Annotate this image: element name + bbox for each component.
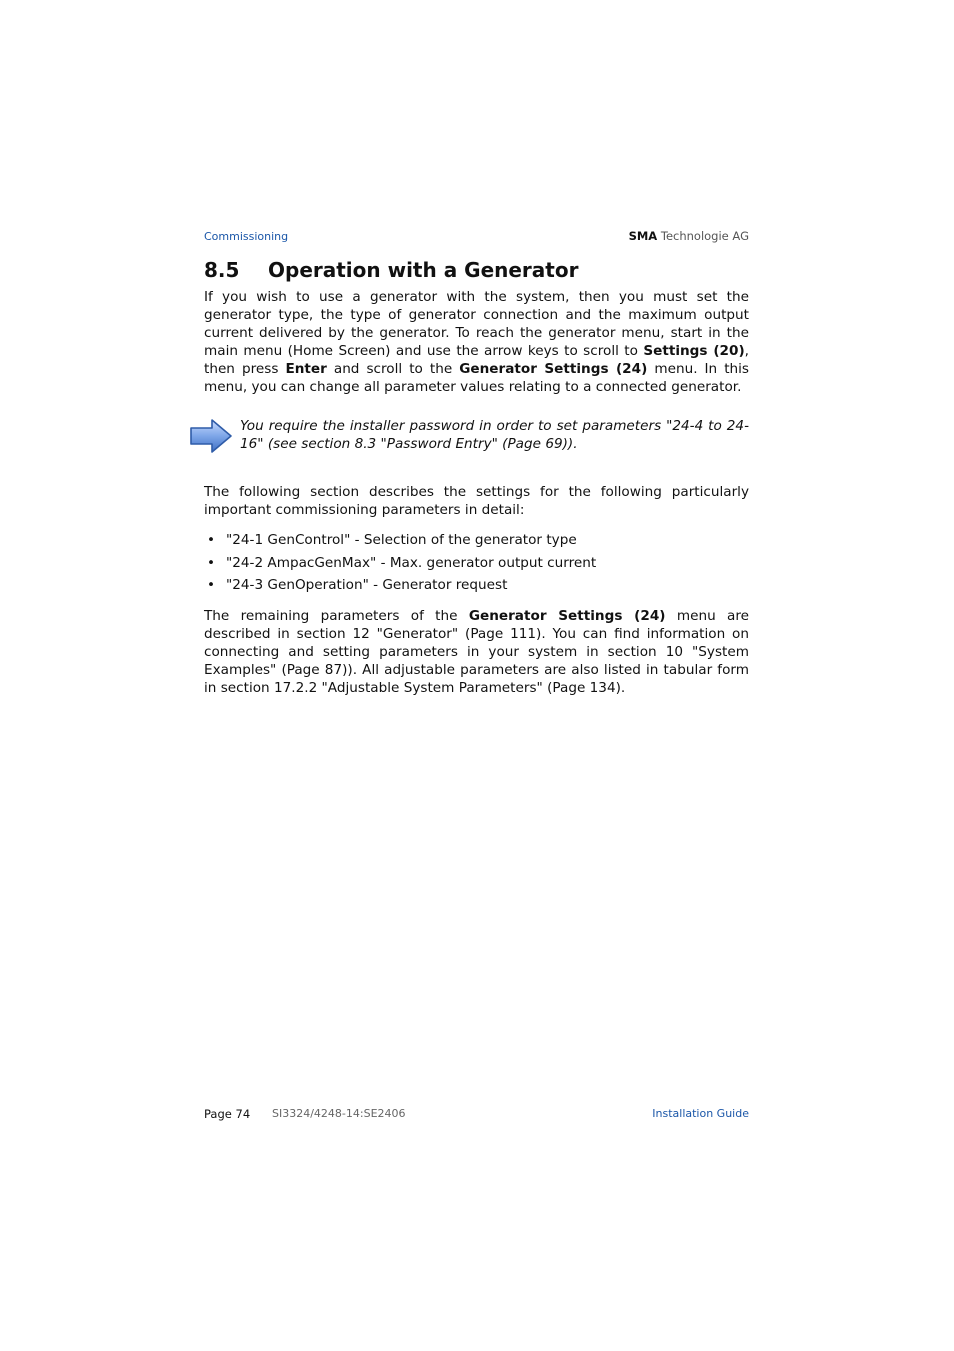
note-text: You require the installer password in order to set parameters "24-4 to 24-16" (see section 8.3 "Password Entry" (Page 69)).: [240, 418, 749, 452]
header-brand: SMA: [628, 229, 658, 243]
footer-page-number: Page 74: [204, 1107, 251, 1121]
header-company-name: Technologie AG: [657, 229, 749, 243]
list-item: • "24-1 GenControl" - Selection of the generator type: [207, 532, 577, 548]
intro-paragraph: [204, 288, 749, 396]
settings-menu-ref: Settings (20): [643, 343, 745, 359]
text-run: and scroll to the: [326, 361, 460, 377]
list-item: • "24-3 GenOperation" - Generator request: [207, 577, 508, 593]
header-section-label: Commissioning: [204, 230, 289, 243]
right-arrow-icon: [188, 417, 234, 455]
text-run: menu are described in section 12 "Generator" (Page 111). You can find information on connecting and setting parameters in your system in section 10 "System Examples" (Page 87)). All adjustable parameters are also listed in tabular form in section 17.2.2 "Adjustable System Parameters" (Page 134).: [204, 608, 749, 696]
enter-key-ref: Enter: [285, 361, 327, 377]
section-title: Operation with a Generator: [268, 258, 579, 282]
footer-guide-title: Installation Guide: [652, 1107, 749, 1120]
list-item-text: "24-3 GenOperation" - Generator request: [226, 577, 508, 593]
footer-document-id: SI3324/4248-14:SE2406: [272, 1107, 406, 1120]
section-heading: [204, 258, 578, 282]
parameter-list: [204, 531, 749, 599]
section-number: 8.5: [204, 258, 240, 282]
list-item: • "24-2 AmpacGenMax" - Max. generator output current: [207, 554, 597, 571]
header-company: [629, 229, 749, 243]
text-run: menu. In this menu, you can change all parameter values relating to a connected generator.: [204, 361, 750, 395]
list-item-text: "24-1 GenControl" - Selection of the generator type: [226, 532, 577, 548]
list-item-text: "24-2 AmpacGenMax" - Max. generator output current: [226, 554, 597, 571]
generator-settings-ref: Generator Settings (24): [459, 361, 648, 377]
text-run: , then press: [204, 343, 749, 377]
text-run: If you wish to use a generator with the system, then you must set the generator type, the type of generator connection and the maximum output current delivered by the generator. To reach the generator menu, start in the main menu (Home Screen) and use the arrow keys to scroll to: [204, 289, 749, 359]
generator-settings-ref: Generator Settings (24): [468, 608, 666, 624]
text-run: The remaining parameters of the: [204, 608, 469, 624]
details-paragraph: The following section describes the settings for the following particularly important commissioning parameters in detail:: [204, 484, 749, 518]
remaining-parameters-paragraph: [204, 607, 749, 697]
